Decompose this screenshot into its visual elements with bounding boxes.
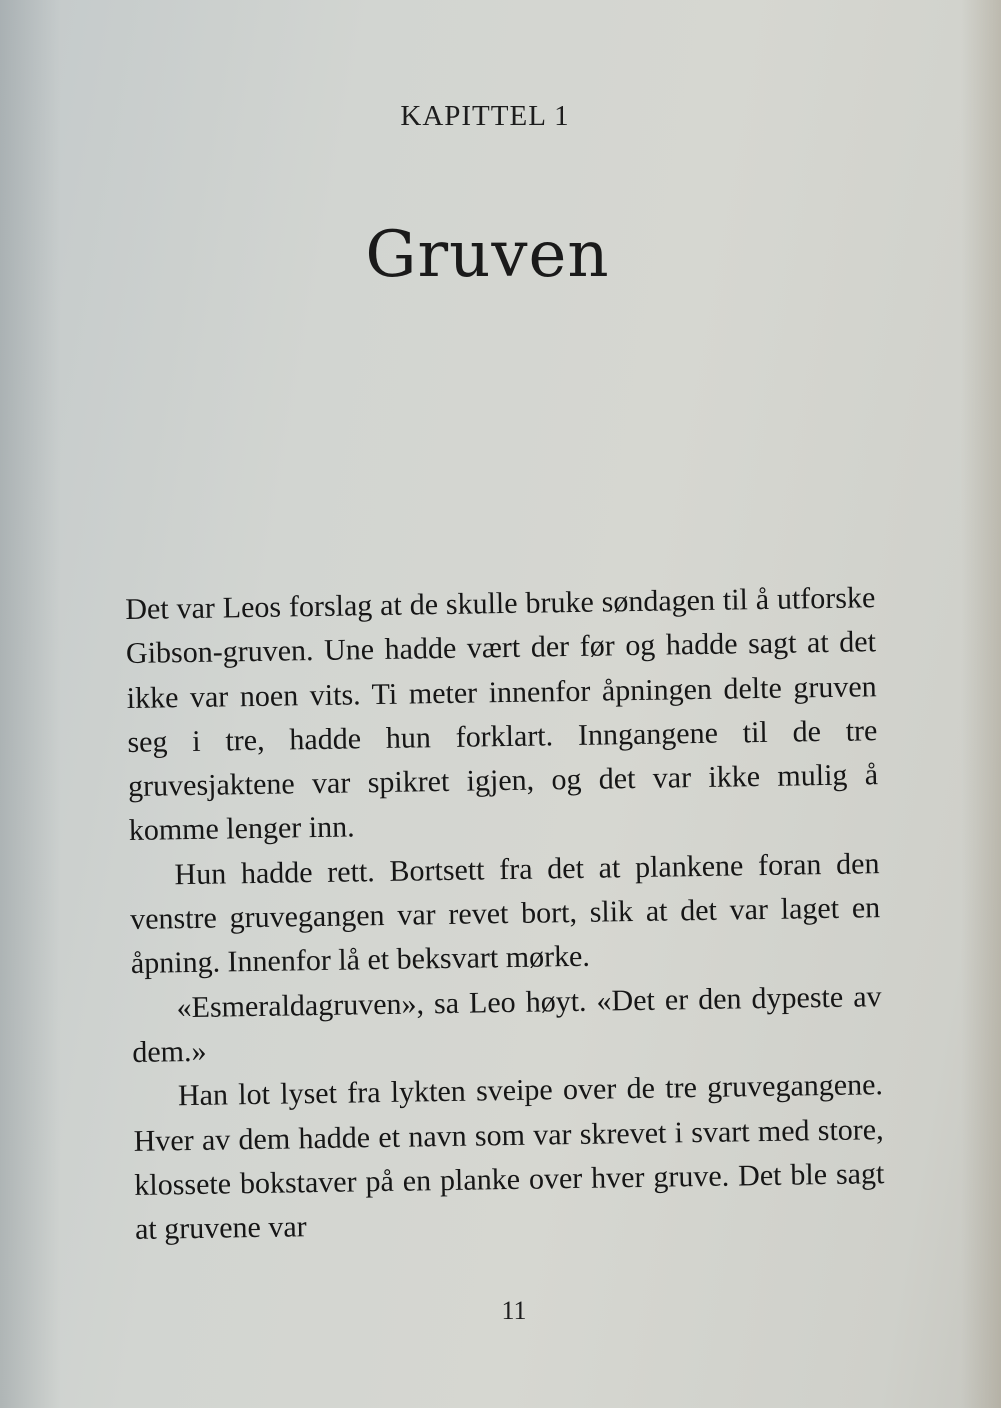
body-text [125, 576, 885, 1252]
chapter-title: Gruven [365, 218, 610, 292]
paragraph: Hun hadde rett. Bortsett fra det at plankene foran den venstre gruvegangen var revet bort, slik at det var laget en åpning. Innenfor lå et beksvart mørke. [129, 846, 881, 981]
paragraph: Han lot lyset fra lykten sveipe over de tre gruvegangene. Hver av dem hadde et navn som var skrevet i svart med store, klossete bokstaver på en planke over hver gruve. Det ble sagt at gruvene var [133, 1068, 885, 1247]
paragraph: Det var Leos forslag at de skulle bruke søndagen til å utforske Gibson-gruven. Une hadde vært der før og hadde sagt at det ikke var noen vits. Ti meter innenfor åpningen delte gruven seg i tre, hadde hun forklart. Inngangene til de tre gruvesjaktene var spikret igjen, og det var ikke mulig å komme lenger inn. [125, 581, 879, 848]
page-number: 11 [501, 1296, 527, 1325]
paragraph: «Esmeraldagruven», sa Leo høyt. «Det er den dypeste av dem.» [132, 979, 882, 1069]
chapter-label: KAPITTEL 1 [400, 100, 570, 132]
